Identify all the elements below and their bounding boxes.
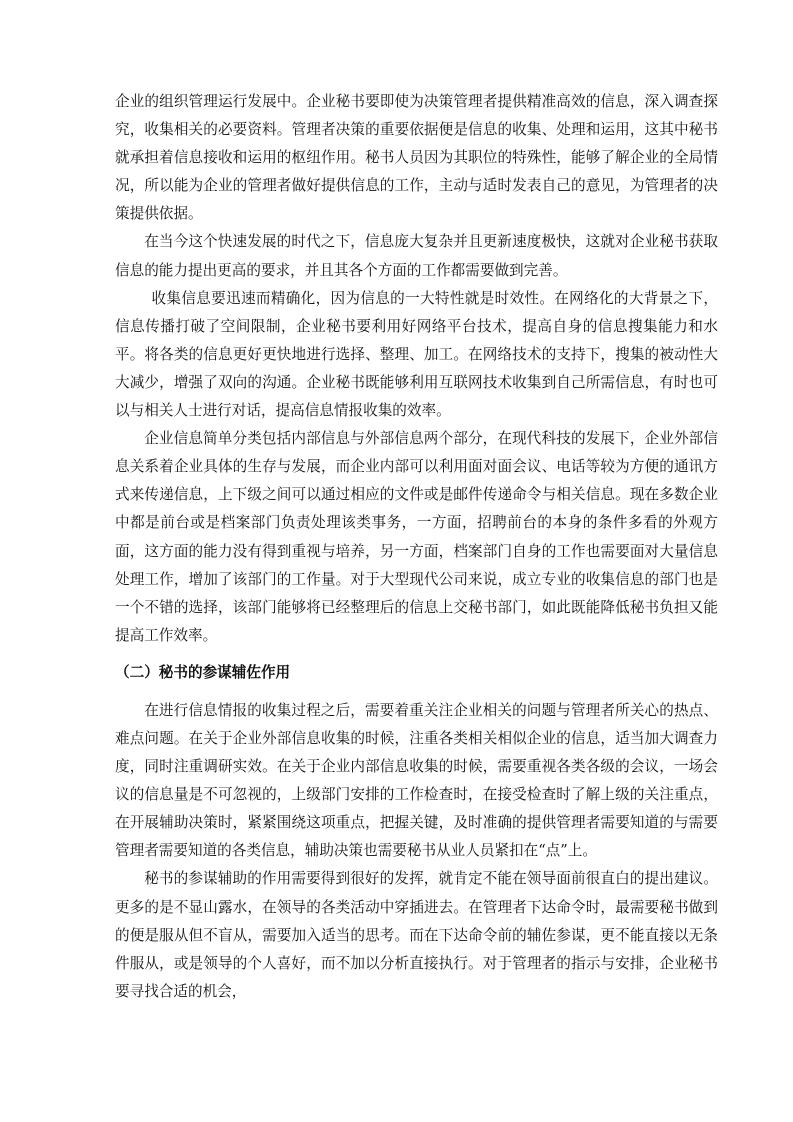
paragraph-2: 在当今这个快速发展的时代之下，信息庞大复杂并且更新速度极快，这就对企业秘书获取信息的能力提出更高的要求，并且其各个方面的工作都需要做到完善。 [115, 233, 718, 279]
section-heading: （二）秘书的参谋辅佐作用 [115, 663, 291, 681]
paragraph-6: 秘书的参谋辅助的作用需要得到很好的发挥，就肯定不能在领导面前很直白的提出建议。更多的是不显山露水，在领导的各类活动中穿插进去。在管理者下达命令时，最需要秘书做到的便是服从但不盲从，需要加入适当的思考。而在下达命令前的辅佐参谋，更不能直接以无条件服从，或是领导的个人喜好，而不加以分析直接执行。对于管理者的指示与安排，企业秘书要寻找合适的机会， [115, 870, 718, 1000]
paragraph-1: 企业的组织管理运行发展中。企业秘书要即使为决策管理者提供精准高效的信息，深入调查探究，收集相关的必要资料。管理者决策的重要依据便是信息的收集、处理和运用，这其中秘书就承担着信息接收和运用的枢纽作用。秘书人员因为其职位的特殊性，能够了解企业的全局情况，所以能为企业的管理者做好提供信息的工作，主动与适时发表自己的意见，为管理者的决策提供依据。 [115, 93, 718, 223]
paragraph-4: 企业信息简单分类包括内部信息与外部信息两个部分，在现代科技的发展下，企业外部信息关系着企业具体的生存与发展，而企业内部可以利用面对面会议、电话等较为方便的通讯方式来传递信息，上下级之间可以通过相应的文件或是邮件传递命令与相关信息。现在多数企业中都是前台或是档案部门负责处理该类事务，一方面，招聘前台的本身的条件多看的外观方面，这方面的能力没有得到重视与培养，另一方面，档案部门自身的工作也需要面对大量信息处理工作，增加了该部门的工作量。对于大型现代公司来说，成立专业的收集信息的部门也是一个不错的选择，该部门能够将已经整理后的信息上交秘书部门，如此既能降低秘书负担又能提高工作效率。 [115, 430, 718, 644]
paragraph-5: 在进行信息情报的收集过程之后，需要着重关注企业相关的问题与管理者所关心的热点、难点问题。在关于企业外部信息收集的时候，注重各类相关相似企业的信息，适当加大调查力度，同时注重调研实效。在关于企业内部信息收集的时候，需要重视各类各级的会议，一场会议的信息量是不可忽视的，上级部门安排的工作检查时，在接受检查时了解上级的关注重点，在开展辅助决策时，紧紧围绕这项重点，把握关键，及时准确的提供管理者需要知道的与需要管理者需要知道的各类信息，辅助决策也需要秘书从业人员紧扣在“点”上。 [115, 701, 718, 860]
document-page [115, 88, 718, 1006]
paragraph-3: 收集信息要迅速而精确化，因为信息的一大特性就是时效性。在网络化的大背景之下，信息传播打破了空间限制，企业秘书要利用好网络平台技术，提高自身的信息搜集能力和水平。将各类的信息更好更快地进行选择、整理、加工。在网络技术的支持下，搜集的被动性大大减少，增强了双向的沟通。企业秘书既能够利用互联网技术收集到自己所需信息，有时也可以与相关人士进行对话，提高信息情报收集的效率。 [115, 289, 718, 420]
